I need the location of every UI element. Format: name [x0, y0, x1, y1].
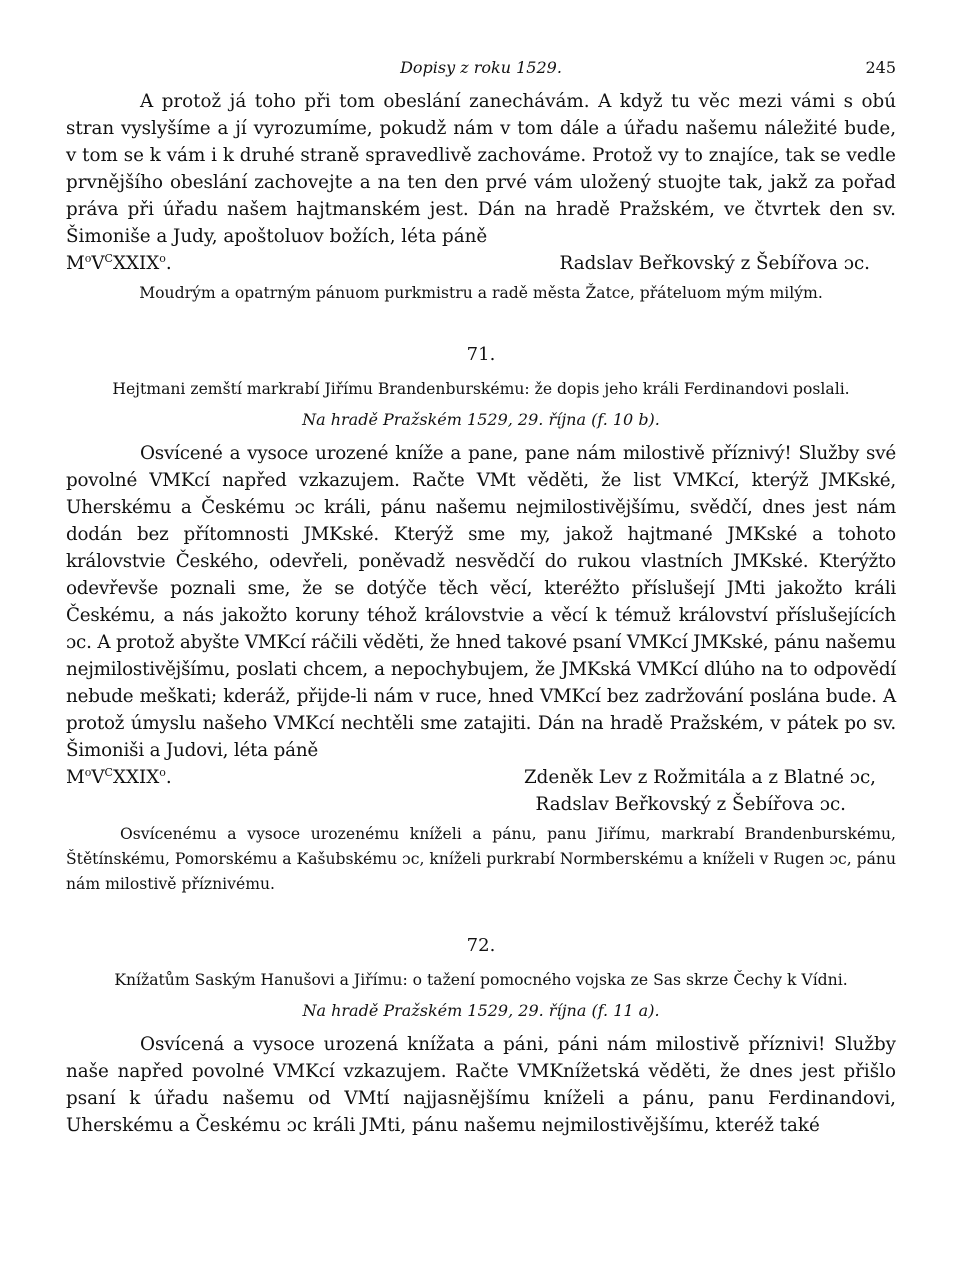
letter-71-place-date: Na hradě Pražském 1529, 29. října (f. 10 b). — [302, 410, 660, 429]
letter-71-number: 71. — [466, 344, 496, 365]
running-head — [66, 58, 896, 88]
letter-72 — [66, 935, 896, 1139]
letter-72-number: 72. — [466, 935, 496, 956]
running-title: Dopisy z roku 1529. — [400, 58, 562, 77]
letter-70-address: Moudrým a opatrným pánuom purkmistru a radě města Žatce, přáteluom mým milým. — [139, 284, 823, 302]
letter-72-heading: Knížatům Saským Hanušovi a Jiřímu: o tažení pomocného vojska ze Sas skrze Čechy k Vídni. — [114, 971, 848, 989]
letter-72-paragraph: Osvícená a vysoce urozená knížata a páni, páni nám milostivě příznivi! Služby naše napřed povolné VMKcí vzkazujem. Račte VMKnížetská věděti, že dnes jest přišlo psaní k úřadu našemu od VMtí najjasnějšímu kníželi a pánu, panu Ferdinandovi, Uherskému a Českému ɔc králi JMti, pánu našemu nejmilostivějšímu, kteréž také — [66, 1034, 896, 1136]
page-number: 245 — [865, 58, 896, 77]
letter-72-place-date: Na hradě Pražském 1529, 29. října (f. 11 a). — [302, 1001, 660, 1020]
letter-71-signature-2: Radslav Beřkovský z Šebířova ɔc. — [535, 794, 846, 815]
letter-71 — [66, 344, 896, 897]
letter-70-end — [66, 88, 896, 306]
book-page — [66, 58, 896, 1139]
letter-71-signature-1: Zdeněk Lev z Rožmitála a z Blatné ɔc, — [523, 767, 876, 788]
letter-71-address: Osvícenému a vysoce urozenému kníželi a pánu, panu Jiřímu, markrabí Brandenburskému, Štětínskému, Pomorskému a Kašubskému ɔc, kníželi purkrabí Normberskému a kníželi v Rugen ɔc, pánu nám milostivě příznivému. — [66, 825, 896, 893]
letter-70-date: $M^oV^CXXIX^o$. — [66, 251, 172, 274]
letter-71-date: $M^oV^CXXIX^o$. — [66, 765, 172, 788]
letter-71-paragraph: Osvícené a vysoce urozené kníže a pane, pane nám milostivě příznivý! Služby své povolné VMKcí napřed vzkazujem. Račte VMt věděti, že list VMKcí, kterýž JMKské, Uherskému a Českému ɔc králi, pánu našemu nejmilostivějšímu, svědčí, dnes jest nám dodán bez přítomnosti JMKské. Kterýž sme my, jakož hajtmané JMKské a tohoto královstvie Českého, odevřeli, poněvadž nesvědčí do rukou vlastních JMKské. Kterýžto odevřevše poznali sme, že se dotýče těch věcí, kteréžto příslušejí JMti jakožto králi Českému, a nás jakožto koruny téhož královstvie a věcí k témuž království příslušejících ɔc. A protož abyšte VMKcí ráčili věděti, že hned takové psaní VMKcí JMKské, pánu našemu nejmilostivějšímu, poslati chcem, a nepochybujem, že JMKská VMKcí dlúho na to odpovědí nebude meškati; kderáž, přijde-li nám v ruce, hned VMKcí bez zadržování poslána bude. A protož úmyslu našeho VMKcí nechtěli sme zatajiti. Dán na hradě Pražském, v pátek po sv. Šimoniši a Judovi, léta páně — [66, 443, 896, 761]
letter-70-signature: Radslav Beřkovský z Šebířova ɔc. — [559, 253, 870, 274]
letter-71-date-line — [66, 764, 896, 791]
letter-71-heading: Hejtmani zemští markrabí Jiřímu Brandenburskému: že dopis jeho králi Ferdinandovi poslali. — [112, 380, 850, 398]
letter-70-date-line — [66, 250, 896, 277]
letter-70-paragraph: A protož já toho při tom obeslání zanechávám. A když tu věc mezi vámi s obú stran vyslyšíme a jí vyrozumíme, pokudž nám v tom dále a úřadu našemu náležité bude, v tom se k vám i k druhé straně spravedlivě zachováme. Protož vy to znajíce, tak se vedle prvnějšího obeslání zachovejte a na ten den prvé vám uložený stuojte tak, jakž za pořad práva při úřadu našem hajtmanském jest. Dán na hradě Pražském, ve čtvrtek den sv. Šimoniše a Judy, apoštoluov božích, léta páně — [66, 91, 896, 247]
